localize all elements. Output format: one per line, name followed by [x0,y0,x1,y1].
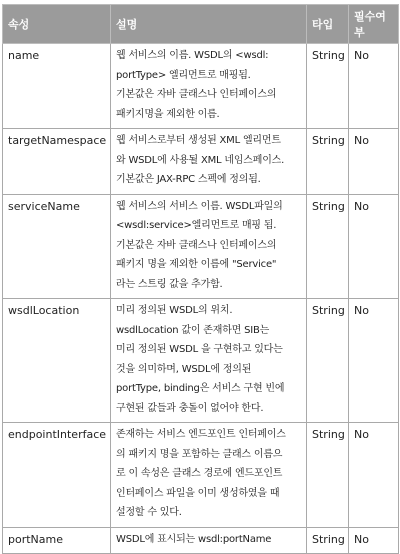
description-line: 라는 스트링 값을 추가함. [116,278,223,290]
description-line: <wsdl:service>엘리먼트로 매핑 됨. [116,220,277,231]
attributes-table [2,4,399,554]
attribute-required: No [349,423,399,528]
description-line: 미리 정의된 WSDL 을 구현하고 있다는 [116,344,283,355]
description-line: 존재하는 서비스 엔드포인트 인터페이스 [116,429,286,440]
attribute-name: name [3,44,111,129]
table-row [3,423,399,528]
description-line: portType, binding은 서비스 구현 빈에 [116,383,285,394]
description-line: 웹 서비스의 서비스 이름. WSDL파일의 [116,200,283,212]
attribute-required: No [349,44,399,129]
description-line: 웹 서비스의 이름. WSDL의 <wsdl: [116,50,269,61]
description-line: 패키지 명을 제외한 이름에 "Service" [116,259,277,270]
table-row [3,129,399,195]
description-line: WSDL에 표시되는 wsdl:portName [116,533,272,545]
attribute-type: String [307,194,349,299]
table-row [3,527,399,554]
attribute-required: No [349,527,399,554]
attribute-type: String [307,44,349,129]
description-line: 패키지명을 제외한 이름. [116,108,220,120]
attribute-required: No [349,194,399,299]
header-attribute: 속성 [3,5,111,44]
description-line: portType> 엘리먼트로 매핑됨. [116,69,251,81]
attribute-description [111,527,307,554]
description-line: 구현된 값들과 충돌이 없어야 한다. [116,402,264,414]
attribute-type: String [307,527,349,554]
description-line: 기본값은 JAX-RPC 스펙에 정의됨. [116,174,261,185]
description-line: 것을 의미하며, WSDL에 정의된 [116,363,252,375]
description-line: 미리 정의된 WSDL의 위치. [116,305,233,316]
header-row [3,5,399,44]
attribute-name: targetNamespace [3,129,111,195]
description-line: 기본값은 자바 클래스나 인터페이스의 [116,89,277,100]
table-row [3,44,399,129]
header-description: 설명 [111,5,307,44]
attribute-name: portName [3,527,111,554]
header-required: 필수여부 [349,5,399,44]
description-line: 웹 서비스로부터 생성된 XML 엘리먼트 [116,135,281,146]
attribute-description [111,44,307,129]
description-line: 인터페이스 파일을 이미 생성하였을 때 [116,487,280,499]
attribute-type: String [307,129,349,195]
header-type: 타입 [307,5,349,44]
attribute-name: endpointInterface [3,423,111,528]
attribute-required: No [349,129,399,195]
description-line: 로 이 속성은 클래스 경로에 엔드포인트 [116,468,283,479]
description-line: 와 WSDL에 사용될 XML 네임스페이스. [116,154,285,166]
attribute-name: serviceName [3,194,111,299]
attribute-type: String [307,299,349,423]
description-line: wsdlLocation 값이 존재하면 SIB는 [116,324,270,336]
description-line: 기본값은 자바 클래스나 인터페이스의 [116,239,277,251]
table-row [3,194,399,299]
attribute-required: No [349,299,399,423]
attribute-description [111,129,307,195]
attribute-description [111,299,307,423]
description-line: 의 패키지 명을 포함하는 클래스 이름으 [116,448,283,460]
table-row [3,299,399,423]
attribute-name: wsdlLocation [3,299,111,423]
description-line: 설정할 수 있다. [116,507,182,518]
attribute-type: String [307,423,349,528]
attribute-description [111,423,307,528]
attribute-description [111,194,307,299]
